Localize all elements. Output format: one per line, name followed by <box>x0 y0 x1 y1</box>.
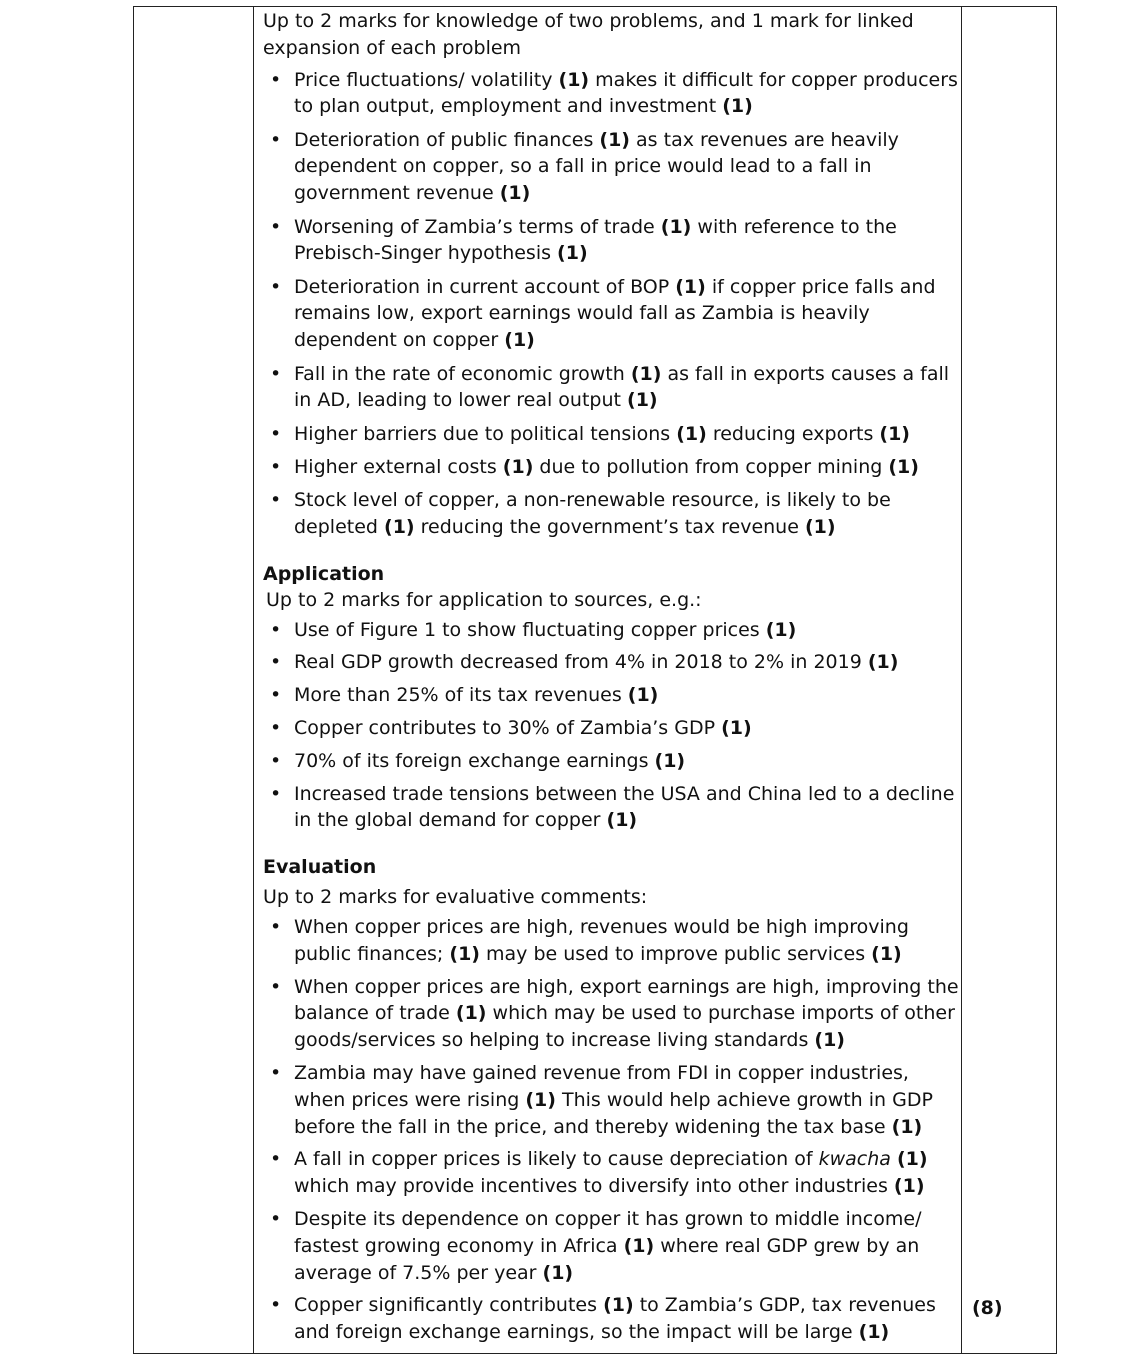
application-heading: Application <box>263 562 385 585</box>
knowledge-item <box>263 214 963 268</box>
mark-label: (1) <box>867 651 899 674</box>
knowledge-intro: Up to 2 marks for knowledge of two problems, and 1 mark for linked expansion of each problem <box>263 10 914 59</box>
mark-label: (1) <box>558 68 590 91</box>
item-text: A fall in copper prices is likely to cause depreciation of <box>294 1148 819 1171</box>
item-text: Deterioration in current account of BOP <box>294 275 676 298</box>
item-text: which may provide incentives to diversify into other industries <box>294 1175 894 1198</box>
mark-label: (1) <box>804 516 836 539</box>
mark-label: (1) <box>606 809 638 832</box>
knowledge-item <box>263 274 963 354</box>
evaluation-item <box>263 1146 963 1200</box>
mark-label: (1) <box>630 362 662 385</box>
item-text: makes it difficult for copper producers to plan output, employment and investment <box>294 68 958 118</box>
evaluation-heading: Evaluation <box>263 856 377 879</box>
column-divider <box>253 7 254 1353</box>
mark-label: (1) <box>627 389 658 412</box>
item-text: as tax revenues are heavily dependent on copper, so a fall in price would lead to a fall in government revenue <box>294 128 899 205</box>
mark-label: (1) <box>449 942 480 965</box>
mark-label: (1) <box>384 516 415 539</box>
mark-label: (1) <box>557 242 588 265</box>
application-item <box>263 649 963 676</box>
mark-label: (1) <box>858 1321 890 1344</box>
mark-label: (1) <box>660 215 692 238</box>
mark-label: (1) <box>814 1029 845 1052</box>
item-text: where real GDP grew by an average of 7.5% per year <box>294 1234 920 1284</box>
mark-scheme-table <box>133 6 1057 1354</box>
item-text: kwacha <box>818 1148 891 1171</box>
knowledge-item <box>263 421 963 448</box>
application-item <box>263 781 963 835</box>
item-text: Higher barriers due to political tensions <box>294 422 677 445</box>
item-text: 70% of its foreign exchange earnings <box>294 749 655 772</box>
item-text: may be used to improve public services <box>479 942 872 965</box>
item-text: When copper prices are high, export earnings are high, improving the balance of trade <box>294 975 959 1025</box>
application-item <box>263 715 963 742</box>
evaluation-item <box>263 914 963 968</box>
item-text: Worsening of Zambia’s terms of trade <box>294 215 661 238</box>
item-text: Zambia may have gained revenue from FDI in copper industries, when prices were rising <box>294 1062 909 1111</box>
application-item <box>263 748 963 775</box>
evaluation-item <box>263 1292 963 1346</box>
mark-label: (1) <box>871 942 902 965</box>
item-text: Use of Figure 1 to show fluctuating copper prices <box>294 618 766 641</box>
item-text: Higher external costs <box>294 455 503 478</box>
item-text: to Zambia’s GDP, tax revenues and foreign exchange earnings, so the impact will be large <box>294 1294 936 1344</box>
evaluation-intro: Up to 2 marks for evaluative comments: <box>263 886 648 909</box>
mark-label: (1) <box>896 1148 928 1171</box>
mark-label: (1) <box>627 684 659 707</box>
mark-label: (1) <box>765 618 797 641</box>
item-text: Copper contributes to 30% of Zambia’s GDP <box>294 717 722 740</box>
mark-label: (1) <box>542 1261 574 1284</box>
item-text: Price fluctuations/ volatility <box>294 68 559 91</box>
mark-label: (1) <box>721 717 752 740</box>
item-text: reducing exports <box>706 422 880 445</box>
evaluation-item <box>263 1206 963 1286</box>
item-text: reducing the government’s tax revenue <box>414 516 805 539</box>
mark-label: (1) <box>893 1175 925 1198</box>
mark-label: (1) <box>722 95 753 118</box>
knowledge-item <box>263 67 963 121</box>
mark-label: (1) <box>676 422 707 445</box>
item-text: Deterioration of public finances <box>294 128 600 151</box>
item-text: Increased trade tensions between the USA and China led to a decline in the global demand for copper <box>294 782 955 832</box>
item-text: This would help achieve growth in GDP before the fall in the price, and thereby widening the tax base <box>294 1088 933 1138</box>
knowledge-item <box>263 127 963 207</box>
total-marks: (8) <box>972 1297 1003 1319</box>
mark-label: (1) <box>599 128 630 151</box>
application-intro: Up to 2 marks for application to sources, e.g.: <box>266 588 702 611</box>
item-text: with reference to the Prebisch-Singer hypothesis <box>294 215 897 265</box>
mark-label: (1) <box>879 422 910 445</box>
knowledge-item <box>263 454 963 481</box>
mark-label: (1) <box>888 455 919 478</box>
knowledge-item <box>263 487 963 541</box>
evaluation-list <box>263 914 963 1346</box>
mark-label: (1) <box>504 329 535 352</box>
mark-label: (1) <box>603 1294 634 1317</box>
item-text: Despite its dependence on copper it has grown to middle income/ fastest growing economy in Africa <box>294 1207 922 1257</box>
item-text: which may be used to purchase imports of other goods/services so helping to increase living standards <box>294 1002 955 1052</box>
application-item <box>263 682 963 709</box>
answer-cell <box>263 8 963 1346</box>
evaluation-item <box>263 1060 963 1140</box>
item-text: Stock level of copper, a non-renewable resource, is likely to be depleted <box>294 489 891 539</box>
mark-label: (1) <box>675 275 706 298</box>
item-text: When copper prices are high, revenues would be high improving public finances; <box>294 916 909 965</box>
mark-label: (1) <box>499 182 531 205</box>
item-text: Copper significantly contributes <box>294 1294 604 1317</box>
mark-label: (1) <box>502 455 534 478</box>
mark-label: (1) <box>525 1088 556 1111</box>
item-text: More than 25% of its tax revenues <box>294 684 628 707</box>
item-text: if copper price falls and remains low, export earnings would fall as Zambia is heavily dependent on copper <box>294 275 936 352</box>
item-text: Real GDP growth decreased from 4% in 2018 to 2% in 2019 <box>294 651 868 674</box>
mark-label: (1) <box>623 1234 655 1257</box>
mark-label: (1) <box>891 1115 923 1138</box>
knowledge-item <box>263 361 963 415</box>
application-list <box>263 617 963 835</box>
item-text: due to pollution from copper mining <box>533 455 889 478</box>
mark-label: (1) <box>654 749 686 772</box>
evaluation-item <box>263 974 963 1054</box>
knowledge-list <box>263 67 963 541</box>
item-text: Fall in the rate of economic growth <box>294 362 631 385</box>
item-text: as fall in exports causes a fall in AD, leading to lower real output <box>294 362 950 412</box>
mark-label: (1) <box>455 1002 487 1025</box>
application-item <box>263 617 963 644</box>
